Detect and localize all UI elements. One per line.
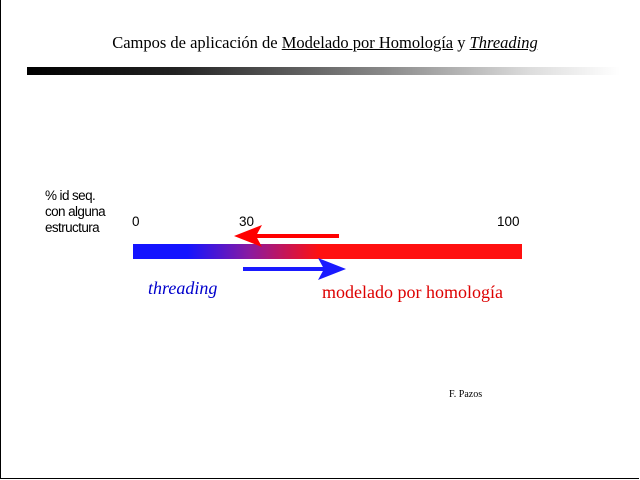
title-joiner: y xyxy=(453,33,470,52)
homology-label: modelado por homología xyxy=(322,282,503,302)
tick-0: 0 xyxy=(132,214,140,229)
y-label-line-3: estructura xyxy=(45,220,100,235)
red-left-arrow-icon xyxy=(234,225,339,247)
y-label-line-1: % id seq. xyxy=(45,188,96,203)
tick-100: 100 xyxy=(497,214,520,229)
tick-30: 30 xyxy=(239,214,255,229)
title-threading-term: Threading xyxy=(469,33,538,52)
blue-right-arrow-icon xyxy=(243,258,346,280)
title-homology-term: Modelado por Homología xyxy=(281,33,454,52)
title-prefix: Campos de aplicación de xyxy=(112,33,282,52)
author-credit: F. Pazos xyxy=(449,389,483,400)
threading-label: threading xyxy=(148,278,218,298)
y-label-line-2: con alguna xyxy=(45,204,106,219)
